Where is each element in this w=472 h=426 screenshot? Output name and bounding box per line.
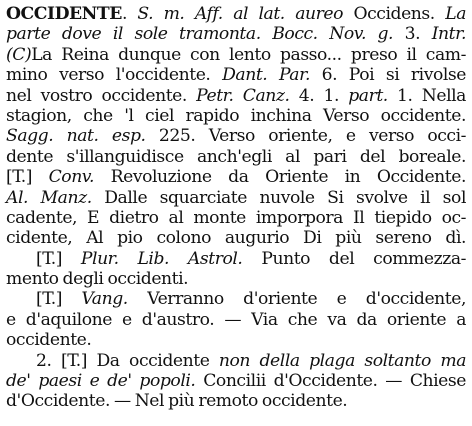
text-segment: 3. [393, 24, 432, 45]
entry-line [6, 167, 466, 187]
entry-line [6, 371, 466, 391]
italic-text: Al. Manz. [6, 187, 92, 208]
italic-text: Dant. Par. [222, 65, 310, 86]
entry-line [6, 65, 466, 85]
italic-text: parte dove il sole tramonta. Bocc. Nov. g. [6, 24, 394, 45]
entry-line [6, 147, 466, 167]
text-segment: Verranno d'oriente e d'occidente, [127, 289, 466, 310]
headword: OCCIDENTE [6, 4, 122, 24]
entry-line [6, 391, 466, 411]
text-segment: . [121, 4, 138, 24]
entry-line [6, 4, 466, 24]
italic-text: La [445, 4, 467, 24]
entry-line [6, 269, 466, 289]
text-segment: Concilii d'Occidente. — Chiese [195, 371, 466, 392]
text-segment: La Reina dunque con lento passo... preso il cam- [31, 44, 466, 65]
entry-line [6, 330, 466, 350]
italic-text: (C) [6, 44, 32, 65]
italic-text: Conv. [48, 167, 95, 188]
italic-text: de' paesi e de' popoli. [6, 371, 196, 392]
italic-text: S. m. Aff. al lat. aureo [137, 4, 344, 24]
entry-line [6, 126, 466, 146]
entry-line [6, 106, 466, 126]
text-segment: nel vostro occidente. [6, 85, 197, 106]
text-segment: 4. 1. [289, 85, 349, 106]
entry-line [6, 310, 466, 330]
entry-line [6, 24, 466, 44]
text-segment: 2. [T.] Da occidente [36, 350, 219, 371]
italic-text: Plur. Lib. Astrol. [80, 248, 243, 269]
entry-line [6, 249, 466, 269]
text-segment: mino verso l'occidente. [6, 65, 223, 86]
text-segment: mento degli occidenti. [6, 269, 189, 290]
text-segment: stagion, che 'l ciel rapido inchina Verso occidente. [6, 105, 466, 126]
text-segment: d'Occidente. — Nel più remoto occidente. [6, 391, 348, 412]
text-segment: Dalle squarciate nuvole Si svolve il sol [91, 187, 466, 208]
italic-text: Vang. [81, 289, 128, 310]
text-segment: e d'aquilone e d'austro. — Via che va da oriente a [6, 309, 466, 330]
italic-text: non della plaga soltanto ma [218, 350, 467, 371]
entry-line [6, 86, 466, 106]
text-segment: [T.] [36, 289, 82, 310]
entry-line [6, 351, 466, 371]
text-segment: occidente. [6, 330, 92, 351]
italic-text: Petr. Canz. [196, 85, 290, 106]
text-segment: [T.] [36, 248, 81, 269]
entry-line [6, 188, 466, 208]
entry-line [6, 45, 466, 65]
entry-line [6, 289, 466, 309]
entry-line [6, 208, 466, 228]
text-segment: Revoluzione da Oriente in Occidente. [94, 167, 466, 188]
italic-text: Sagg. nat. esp. [6, 126, 146, 147]
text-segment: cidente, Al pio colono augurio Di più sereno dì. [6, 228, 466, 249]
text-segment: dente s'illanguidisce anch'egli al pari del boreale. [6, 146, 466, 167]
italic-text: Intr. [431, 24, 466, 45]
entry-line [6, 228, 466, 248]
text-segment: cadente, E dietro al monte imporpora Il tiepido oc- [6, 207, 466, 228]
text-segment: [T.] [6, 167, 49, 188]
text-segment: Punto del commezza- [242, 248, 466, 269]
text-segment: 6. Poi si rivolse [310, 65, 466, 86]
text-segment: 1. Nella [387, 85, 466, 106]
italic-text: part. [348, 85, 388, 106]
text-segment: 225. Verso oriente, e verso occi- [145, 126, 466, 147]
text-segment: Occidens. [343, 4, 446, 24]
